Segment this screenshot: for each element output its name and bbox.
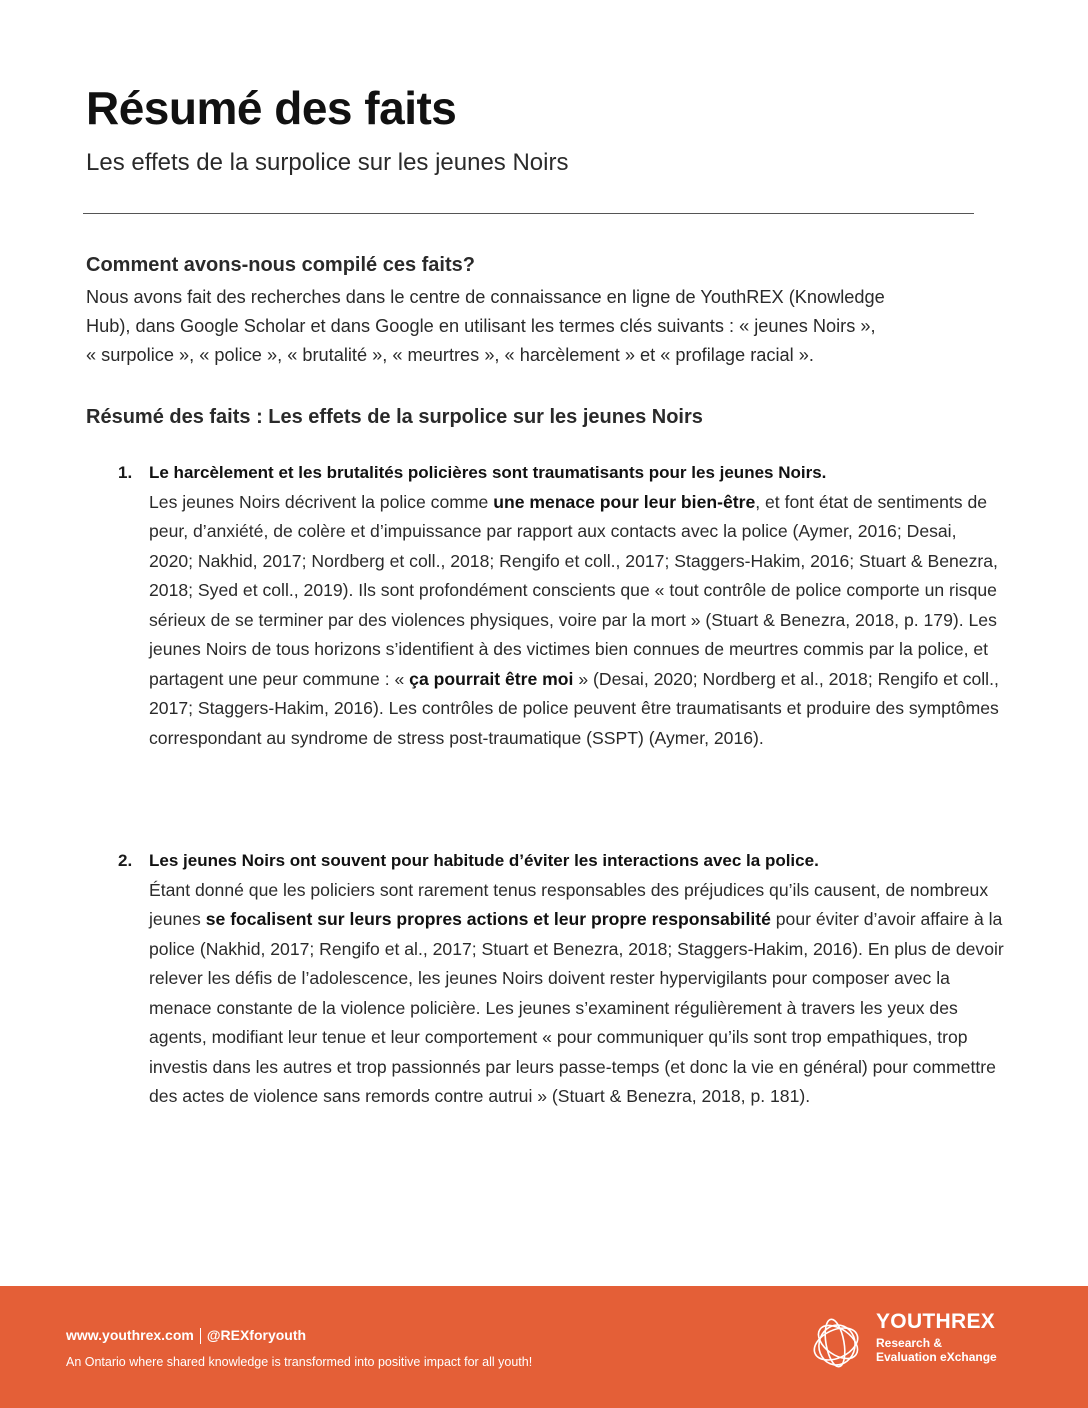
header-divider	[83, 213, 974, 214]
fact-text: Les jeunes Noirs décrivent la police comme	[149, 491, 494, 512]
fact-emphasis: ça pourrait être moi	[409, 668, 574, 689]
social-handle-link[interactable]: @REXforyouth	[206, 1327, 307, 1343]
fact-text: » (Desai, 2020; Nordberg et al., 2018; Rengifo et coll., 2017; Staggers-Hakim, 2016). Les contrôles de police peuvent être traumatisants et produire des symptômes correspondant au syndrome de stress post-traumatique (SSPT) (Aymer, 2016).	[149, 668, 999, 748]
summary-heading: Résumé des faits : Les effets de la surpolice sur les jeunes Noirs	[86, 406, 703, 428]
footer-separator	[200, 1328, 201, 1344]
page-subtitle: Les effets de la surpolice sur les jeunes Noirs	[86, 149, 569, 176]
fact-text: pour éviter d’avoir affaire à la police (Nakhid, 2017; Rengifo et al., 2017; Stuart et Benezra, 2018; Staggers-Hakim, 2016). En plus de devoir relever les défis de l’adolescence, les jeunes Noirs doivent rester hypervigilants pour composer avec la menace constante de la violence policière. Les jeunes s’examinent régulièrement à travers les yeux des agents, modifiant leur tenue et leur comportement « pour communiquer qu’ils sont trop empathiques, trop investis dans les autres et trop passionnés par leurs passe-temps (et donc la vie en général) pour commettre des actes de violence sans remords contre autrui » (Stuart & Benezra, 2018, p. 181).	[149, 909, 1004, 1106]
fact-heading: Le harcèlement et les brutalités policières sont traumatisants pour les jeunes Noirs.	[149, 463, 827, 482]
footer-banner	[0, 1286, 1088, 1408]
logo-tagline-line: Evaluation eXchange	[876, 1350, 997, 1364]
method-line: Nous avons fait des recherches dans le centre de connaissance en ligne de YouthREX (Knowledge	[86, 287, 885, 307]
fact-emphasis: se focalisent sur leurs propres actions et leur propre responsabilité	[205, 909, 771, 929]
fact-heading: Les jeunes Noirs ont souvent pour habitude d’éviter les interactions avec la police.	[149, 851, 819, 870]
method-heading: Comment avons-nous compilé ces faits?	[86, 254, 475, 276]
fact-text: , et font état de sentiments de peur, d’anxiété, de colère et d’impuissance par rapport aux contacts avec la police (Aymer, 2016; Desai, 2020; Nakhid, 2017; Nordberg et coll., 2018; Rengifo et coll., 2017; Staggers-Hakim, 2016; Stuart & Benezra, 2018; Syed et coll., 2019). Ils sont profondément conscients que « tout contrôle de police comporte un risque sérieux de se terminer par des violences physiques, voire par la mort » (Stuart & Benezra, 2018, p. 179). Les jeunes Noirs de tous horizons s’identifient à des victimes bien connues de meurtres commis par la police, et partagent une peur commune : «	[149, 491, 998, 689]
youthrex-logo	[806, 1308, 1016, 1382]
footer-tagline: An Ontario where shared knowledge is transformed into positive impact for all youth!	[66, 1355, 533, 1369]
method-line: « surpolice », « police », « brutalité », « meurtres », « harcèlement » et « profilage racial ».	[86, 345, 814, 365]
website-link[interactable]: www.youthrex.com	[66, 1327, 194, 1343]
fact-emphasis: une menace pour leur bien-être	[493, 491, 756, 512]
fact-text: Étant donné que les policiers sont rarement tenus responsables des préjudices qu’ils causent, de nombreux jeunes	[149, 879, 989, 929]
fact-body	[149, 458, 1004, 753]
logo-tagline	[876, 1336, 1016, 1364]
footer-links	[66, 1326, 306, 1344]
method-line: Hub), dans Google Scholar et dans Google en utilisant les termes clés suivants : « jeunes Noirs »,	[86, 316, 876, 336]
fact-number: 1.	[118, 463, 133, 482]
page-title: Résumé des faits	[86, 82, 457, 134]
fact-number: 2.	[118, 851, 133, 870]
logo-name: YOUTHREX	[876, 1310, 996, 1333]
logo-tagline-line: Research &	[876, 1336, 943, 1350]
interlocking-rings-logo-icon	[806, 1308, 876, 1378]
method-paragraph	[86, 283, 986, 370]
fact-body	[149, 846, 1004, 1112]
